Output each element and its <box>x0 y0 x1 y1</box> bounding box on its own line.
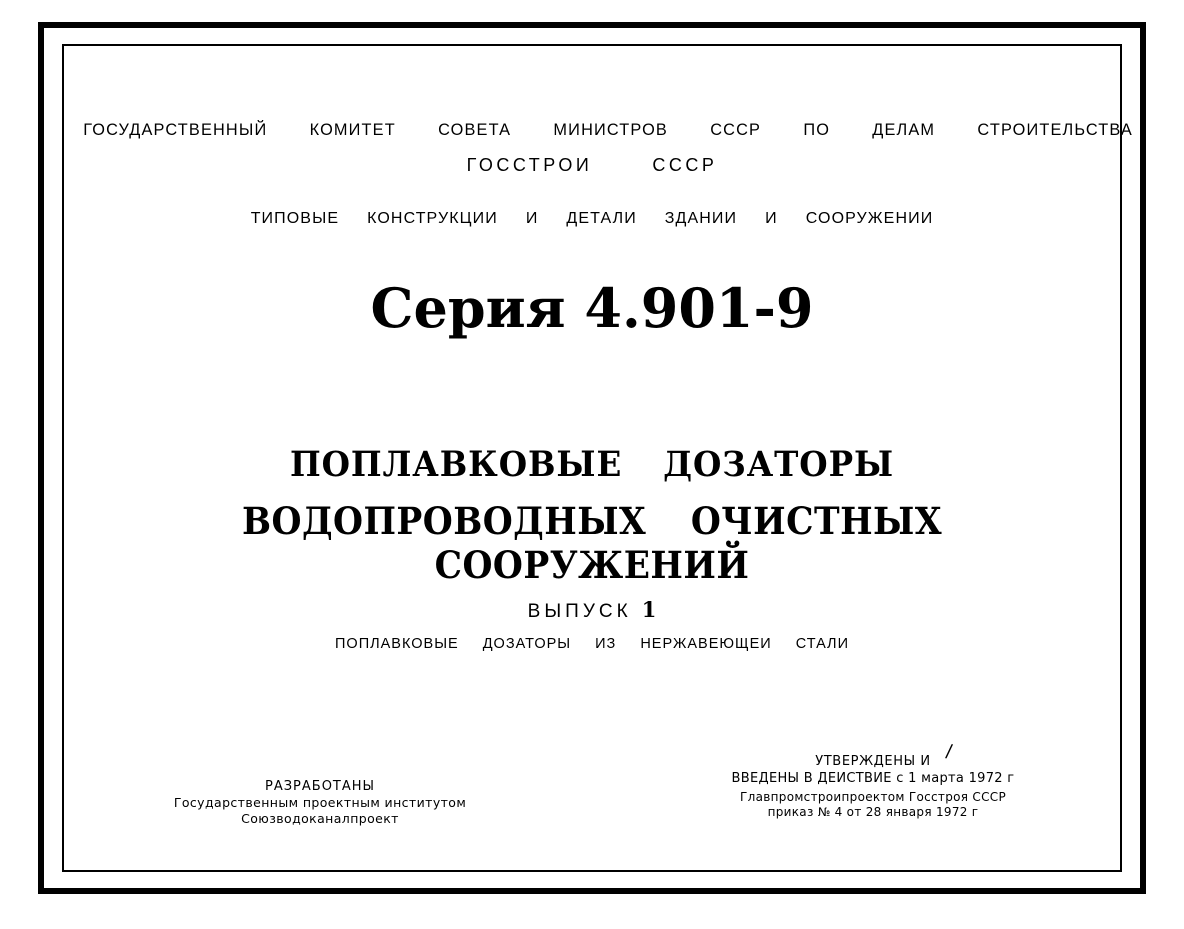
developed-institute-name: Союзводоканалпроект <box>241 810 399 826</box>
subtitle-word: КОНСТРУКЦИИ <box>367 210 498 227</box>
org-word: ДЕЛАМ <box>872 120 936 139</box>
developed-heading: РАЗРАБОТАНЫ <box>264 779 376 794</box>
title-word: СООРУЖЕНИЙ <box>434 543 750 587</box>
issue-subtitle-line <box>62 636 1122 652</box>
issue-number: 1 <box>641 597 657 622</box>
org-word: МИНИСТРОВ <box>553 120 668 139</box>
issue-subtitle-word: СТАЛИ <box>795 636 849 652</box>
slash-mark: / <box>944 740 954 763</box>
subtitle-word: ЗДАНИИ <box>664 210 738 227</box>
org-word: ПО <box>803 120 831 139</box>
developed-by-block <box>140 779 500 827</box>
organization-line <box>83 120 1133 140</box>
subtitle-word: ТИПОВЫЕ <box>250 210 340 227</box>
approved-order: приказ № 4 от 28 января 1972 г <box>767 805 979 820</box>
title-word: ВОДОПРОВОДНЫХ <box>241 499 647 543</box>
main-title-line-2 <box>99 499 1085 587</box>
issue-subtitle-word: НЕРЖАВЕЮЩЕИ <box>640 636 772 652</box>
title-page-content <box>62 44 1133 872</box>
issue-subtitle-word: ДОЗАТОРЫ <box>482 636 572 652</box>
gosstroy-word: СССР <box>652 155 718 175</box>
org-word: ГОСУДАРСТВЕННЫЙ <box>83 120 268 139</box>
org-word: СССР <box>710 120 762 139</box>
org-word: КОМИТЕТ <box>309 120 396 139</box>
subtitle-word: И <box>525 210 539 227</box>
series-number: Серия 4.901-9 <box>370 276 814 340</box>
developed-institute: Государственным проектным институтом <box>173 795 467 811</box>
approved-authority: Главпромстроипроектом Госстроя СССР <box>740 789 1006 804</box>
main-title-line-1 <box>99 444 1085 485</box>
gosstroy-line <box>62 155 1122 176</box>
issue-line <box>62 597 1122 623</box>
issue-subtitle-word: ПОПЛАВКОВЫЕ <box>335 636 459 652</box>
title-word: ПОПЛАВКОВЫЕ <box>289 444 623 485</box>
series-subtitle-line <box>62 210 1122 228</box>
title-word: ОЧИСТНЫХ <box>690 499 943 543</box>
subtitle-word: СООРУЖЕНИИ <box>805 210 934 227</box>
issue-subtitle-word: ИЗ <box>595 636 617 652</box>
approved-effective-date: ВВЕДЕНЫ В ДЕИСТВИЕ с 1 марта 1972 г <box>731 770 1015 786</box>
gosstroy-word: ГОССТРОИ <box>466 155 593 175</box>
issue-label: ВЫПУСК <box>527 601 632 622</box>
title-word: ДОЗАТОРЫ <box>663 444 895 485</box>
org-word: СТРОИТЕЛЬСТВА <box>977 120 1133 139</box>
org-word: СОВЕТА <box>438 120 512 139</box>
footer-blocks <box>62 699 1122 869</box>
approved-block <box>658 754 1088 821</box>
approved-heading: УТВЕРЖДЕНЫ И <box>815 754 931 769</box>
subtitle-word: ДЕТАЛИ <box>566 210 637 227</box>
subtitle-word: И <box>765 210 778 227</box>
